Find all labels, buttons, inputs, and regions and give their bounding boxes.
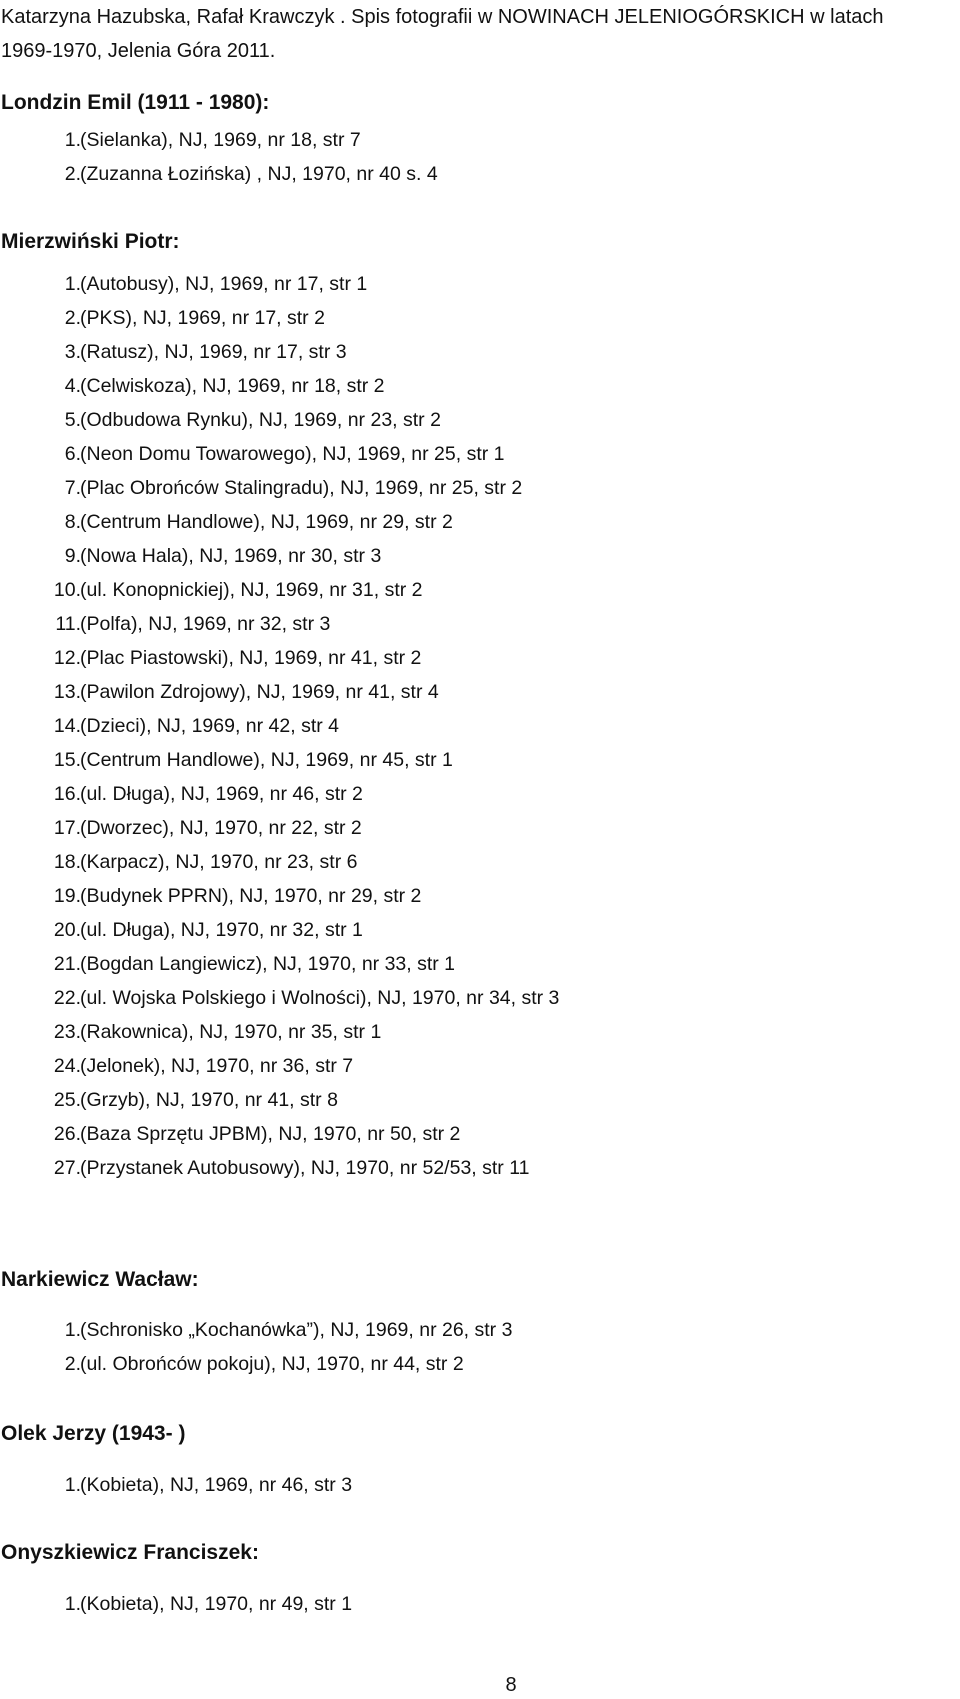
section-narkiewicz-waclaw (1, 1266, 951, 1381)
entry-number: 27. (53, 1157, 81, 1179)
entry-text: (Grzyb), NJ, 1970, nr 41, str 8 (80, 1089, 338, 1111)
entry-number: 9. (64, 545, 81, 567)
entry-text: (Bogdan Langiewicz), NJ, 1970, nr 33, str 1 (80, 953, 456, 975)
entry-list (1, 267, 559, 1185)
entry-number: 2. (64, 1353, 81, 1375)
entry-text: (Kobieta), NJ, 1969, nr 46, str 3 (80, 1474, 353, 1496)
list-item (1, 675, 559, 709)
section-onyszkiewicz-franciszek (1, 1539, 951, 1619)
list-item (1, 981, 559, 1015)
entry-number: 6. (64, 443, 81, 465)
entry-text: (Sielanka), NJ, 1969, nr 18, str 7 (80, 129, 361, 151)
section-londzin-emil (1, 89, 951, 199)
entry-number: 5. (64, 409, 81, 431)
entry-text: (Ratusz), NJ, 1969, nr 17, str 3 (80, 341, 347, 363)
entry-text: (Odbudowa Rynku), NJ, 1969, nr 23, str 2 (80, 409, 441, 431)
entry-number: 18. (53, 851, 81, 873)
entry-text: (Centrum Handlowe), NJ, 1969, nr 29, str 2 (80, 511, 453, 533)
section-heading: Olek Jerzy (1943- ) (1, 1422, 186, 1445)
entry-text: (Karpacz), NJ, 1970, nr 23, str 6 (80, 851, 358, 873)
entry-number: 15. (53, 749, 81, 771)
entry-text: (Przystanek Autobusowy), NJ, 1970, nr 52/53, str 11 (80, 1157, 530, 1179)
list-item (1, 1468, 352, 1502)
section-olek-jerzy (1, 1420, 951, 1500)
entry-number: 1. (64, 129, 81, 151)
list-item (1, 743, 559, 777)
list-item (1, 267, 559, 301)
entry-number: 1. (64, 1593, 81, 1615)
entry-text: (PKS), NJ, 1969, nr 17, str 2 (80, 307, 325, 329)
entry-list (1, 1313, 512, 1381)
list-item (1, 369, 559, 403)
list-item (1, 1049, 559, 1083)
entry-text: (Nowa Hala), NJ, 1969, nr 30, str 3 (80, 545, 382, 567)
entry-number: 26. (53, 1123, 81, 1145)
list-item (1, 607, 559, 641)
entry-list (1, 123, 438, 191)
entry-text: (ul. Wojska Polskiego i Wolności), NJ, 1970, nr 34, str 3 (80, 987, 560, 1009)
header-line-publication: 1969-1970, Jelenia Góra 2011. (1, 40, 276, 62)
list-item (1, 641, 559, 675)
entry-text: (ul. Konopnickiej), NJ, 1969, nr 31, str 2 (80, 579, 423, 601)
list-item (1, 403, 559, 437)
entry-number: 22. (53, 987, 81, 1009)
header-line-authors-title: Katarzyna Hazubska, Rafał Krawczyk . Spis fotografii w NOWINACH JELENIOGÓRSKICH w latach (1, 6, 884, 28)
entry-text: (Centrum Handlowe), NJ, 1969, nr 45, str 1 (80, 749, 453, 771)
entry-text: (Plac Piastowski), NJ, 1969, nr 41, str 2 (80, 647, 422, 669)
list-item (1, 157, 438, 191)
section-heading: Narkiewicz Wacław: (1, 1268, 199, 1291)
entry-text: (ul. Obrońców pokoju), NJ, 1970, nr 44, str 2 (80, 1353, 464, 1375)
list-item (1, 777, 559, 811)
entry-number: 17. (53, 817, 81, 839)
entry-number: 2. (64, 307, 81, 329)
entry-number: 2. (64, 163, 81, 185)
list-item (1, 539, 559, 573)
entry-text: (Jelonek), NJ, 1970, nr 36, str 7 (80, 1055, 354, 1077)
section-heading: Onyszkiewicz Franciszek: (1, 1541, 259, 1564)
entry-number: 16. (53, 783, 81, 805)
entry-number: 23. (53, 1021, 81, 1043)
document-header (1, 0, 956, 68)
list-item (1, 1151, 559, 1185)
entry-list (1, 1587, 352, 1621)
list-item (1, 573, 559, 607)
list-item (1, 123, 438, 157)
list-item (1, 1015, 559, 1049)
entry-number: 8. (64, 511, 81, 533)
entry-text: (Schronisko „Kochanówka”), NJ, 1969, nr 26, str 3 (80, 1319, 513, 1341)
list-item (1, 1083, 559, 1117)
entry-number: 10. (53, 579, 81, 601)
entry-number: 1. (64, 1474, 81, 1496)
list-item (1, 1587, 352, 1621)
entry-number: 1. (64, 1319, 81, 1341)
entry-text: (Rakownica), NJ, 1970, nr 35, str 1 (80, 1021, 382, 1043)
list-item (1, 811, 559, 845)
entry-text: (ul. Długa), NJ, 1970, nr 32, str 1 (80, 919, 363, 941)
entry-number: 21. (53, 953, 81, 975)
list-item (1, 913, 559, 947)
list-item (1, 437, 559, 471)
entry-text: (Baza Sprzętu JPBM), NJ, 1970, nr 50, str 2 (80, 1123, 461, 1145)
page-number: 8 (505, 1674, 517, 1696)
entry-number: 24. (53, 1055, 81, 1077)
entry-number: 7. (64, 477, 81, 499)
entry-number: 12. (53, 647, 81, 669)
entry-number: 3. (64, 341, 81, 363)
entry-text: (Dzieci), NJ, 1969, nr 42, str 4 (80, 715, 340, 737)
list-item (1, 845, 559, 879)
list-item (1, 1347, 512, 1381)
entry-text: (Neon Domu Towarowego), NJ, 1969, nr 25, str 1 (80, 443, 505, 465)
list-item (1, 1313, 512, 1347)
list-item (1, 301, 559, 335)
section-heading: Londzin Emil (1911 - 1980): (1, 91, 270, 114)
entry-number: 14. (53, 715, 81, 737)
entry-number: 11. (55, 613, 81, 635)
entry-text: (Zuzanna Łozińska) , NJ, 1970, nr 40 s. 4 (80, 163, 438, 185)
list-item (1, 471, 559, 505)
list-item (1, 947, 559, 981)
list-item (1, 1117, 559, 1151)
entry-text: (Autobusy), NJ, 1969, nr 17, str 1 (80, 273, 368, 295)
entry-number: 25. (53, 1089, 81, 1111)
list-item (1, 335, 559, 369)
list-item (1, 879, 559, 913)
entry-text: (Budynek PPRN), NJ, 1970, nr 29, str 2 (80, 885, 422, 907)
entry-number: 20. (53, 919, 81, 941)
entry-text: (ul. Długa), NJ, 1969, nr 46, str 2 (80, 783, 363, 805)
entry-number: 4. (64, 375, 81, 397)
section-heading: Mierzwiński Piotr: (1, 230, 180, 253)
entry-text: (Plac Obrońców Stalingradu), NJ, 1969, nr 25, str 2 (80, 477, 523, 499)
section-mierzwinski-piotr (1, 228, 951, 1179)
entry-text: (Celwiskoza), NJ, 1969, nr 18, str 2 (80, 375, 385, 397)
entry-text: (Pawilon Zdrojowy), NJ, 1969, nr 41, str 4 (80, 681, 439, 703)
entry-number: 19. (53, 885, 81, 907)
entry-text: (Polfa), NJ, 1969, nr 32, str 3 (80, 613, 331, 635)
entry-text: (Kobieta), NJ, 1970, nr 49, str 1 (80, 1593, 353, 1615)
list-item (1, 709, 559, 743)
entry-number: 13. (53, 681, 81, 703)
list-item (1, 505, 559, 539)
entry-number: 1. (64, 273, 81, 295)
entry-list (1, 1468, 352, 1502)
entry-text: (Dworzec), NJ, 1970, nr 22, str 2 (80, 817, 362, 839)
